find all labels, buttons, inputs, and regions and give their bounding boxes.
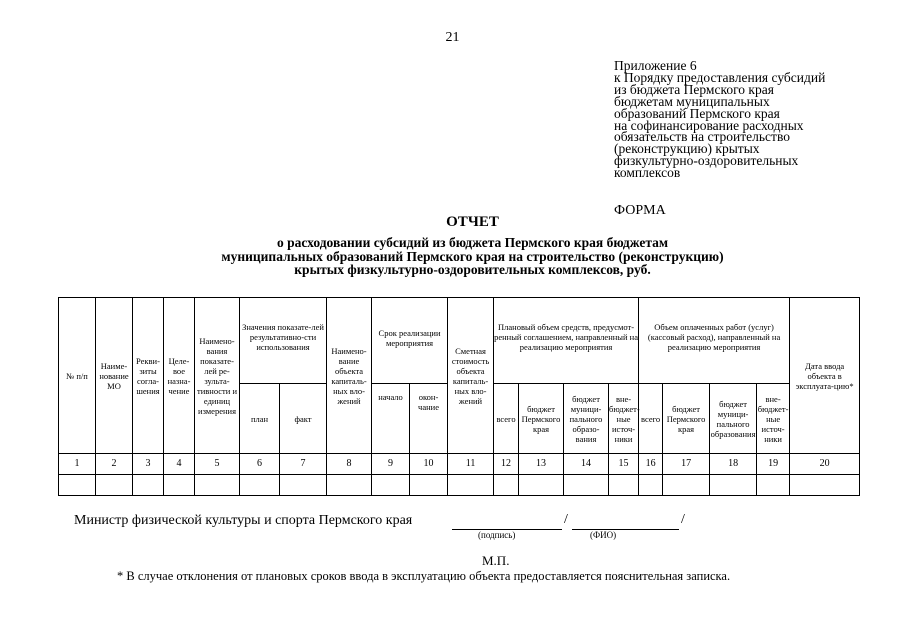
empty-cell — [280, 475, 327, 496]
empty-cell — [372, 475, 410, 496]
empty-cell — [564, 475, 609, 496]
header-planned-offbudget: вне-бюджет-ные источ-ники — [609, 384, 639, 454]
header-paid-offbudget: вне-бюджет-ные источ-ники — [757, 384, 790, 454]
empty-cell — [663, 475, 710, 496]
header-end: окон-чание — [410, 384, 448, 454]
column-number: 10 — [410, 454, 448, 475]
signature-caption: (подпись) — [478, 530, 516, 540]
header-paid-mun-budget: бюджет муници-пального образования — [710, 384, 757, 454]
appendix-line: на софинансирование расходных — [614, 117, 804, 133]
empty-cell — [710, 475, 757, 496]
header-indicators-names: Наимено-вания показате-лей ре-зульта-тивности и единиц измерения — [195, 298, 240, 454]
header-agreement: Рекви-зиты согла-шения — [133, 298, 164, 454]
appendix-line: к Порядку предоставления субсидий — [614, 69, 826, 85]
empty-cell — [790, 475, 860, 496]
appendix-line: (реконструкцию) крытых — [614, 141, 760, 157]
header-paid-total: всего — [639, 384, 663, 454]
header-planned-mun-budget: бюджет муници-пального образо-вания — [564, 384, 609, 454]
header-paid-perm-budget: бюджет Пермского края — [663, 384, 710, 454]
header-paid-amount: Объем оплаченных работ (услуг) (кассовый расход), направленный на реализацию мероприятия — [639, 298, 790, 384]
column-number: 18 — [710, 454, 757, 475]
column-number: 4 — [164, 454, 195, 475]
header-indicator-values: Значения показате-лей результативно-сти использования — [240, 298, 327, 384]
header-object-name: Наимено-вание объекта капиталь-ных вло-жений — [327, 298, 372, 454]
column-number: 16 — [639, 454, 663, 475]
header-estimated-cost: Сметная стоимость объекта капиталь-ных вло-жений — [448, 298, 494, 454]
column-numbers-row — [59, 454, 860, 475]
column-number: 11 — [448, 454, 494, 475]
header-planned-perm-budget: бюджет Пермского края — [519, 384, 564, 454]
subtitle-line: крытых физкультурно-оздоровительных комплексов, руб. — [294, 262, 651, 277]
column-number: 5 — [195, 454, 240, 475]
page-number: 21 — [445, 30, 460, 45]
header-period: Срок реализации мероприятия — [372, 298, 448, 384]
appendix-line: физкультурно-оздоровительных — [614, 153, 799, 169]
header-municipality: Наиме-нование МО — [96, 298, 133, 454]
subtitle-line: о расходовании субсидий из бюджета Пермского края бюджетам — [276, 235, 669, 250]
empty-cell — [59, 475, 96, 496]
signature-line[interactable] — [452, 515, 562, 530]
empty-cell — [240, 475, 280, 496]
appendix-line: Приложение 6 — [614, 58, 697, 73]
slash-separator: / — [681, 512, 685, 527]
column-number: 1 — [59, 454, 96, 475]
header-purpose: Целе-вое назна-чение — [164, 298, 195, 454]
subtitle-line: муниципальных образований Пермского края на строительство (реконструкцию) — [221, 248, 724, 264]
form-label: ФОРМА — [614, 203, 666, 218]
column-number: 19 — [757, 454, 790, 475]
header-start: начало — [372, 384, 410, 454]
empty-cell — [639, 475, 663, 496]
slash-separator: / — [564, 512, 568, 527]
minister-title: Министр физической культуры и спорта Пермского края — [74, 513, 413, 528]
empty-cell — [494, 475, 519, 496]
column-number: 12 — [494, 454, 519, 475]
column-number: 7 — [280, 454, 327, 475]
report-title: ОТЧЕТ — [446, 214, 499, 230]
appendix-line: образований Пермского края — [614, 105, 780, 121]
fio-line[interactable] — [572, 515, 679, 530]
empty-cell — [519, 475, 564, 496]
empty-cell — [757, 475, 790, 496]
column-number: 17 — [663, 454, 710, 475]
empty-cell — [164, 475, 195, 496]
header-commission-date: Дата ввода объекта в эксплуата-цию* — [790, 298, 860, 454]
appendix-line: комплексов — [614, 165, 681, 181]
appendix-line: бюджетам муниципальных — [614, 93, 770, 109]
header-plan: план — [240, 384, 280, 454]
report-subtitle — [130, 236, 815, 277]
empty-cell — [327, 475, 372, 496]
column-number: 6 — [240, 454, 280, 475]
footnote: * В случае отклонения от плановых сроков ввода в эксплуатацию объекта предоставляется пояснительная записка. — [117, 569, 731, 583]
appendix-reference — [614, 60, 904, 179]
column-number: 20 — [790, 454, 860, 475]
column-number: 2 — [96, 454, 133, 475]
appendix-line: обязательств на строительство — [614, 129, 790, 145]
column-number: 14 — [564, 454, 609, 475]
empty-cell — [96, 475, 133, 496]
empty-cell — [133, 475, 164, 496]
seal-mark: М.П. — [482, 553, 510, 568]
header-number: № п/п — [59, 298, 96, 454]
column-number: 13 — [519, 454, 564, 475]
header-fact: факт — [280, 384, 327, 454]
empty-cell — [195, 475, 240, 496]
column-number: 15 — [609, 454, 639, 475]
empty-cell — [448, 475, 494, 496]
empty-cell — [609, 475, 639, 496]
empty-data-row — [59, 475, 860, 496]
column-number: 8 — [327, 454, 372, 475]
column-number: 9 — [372, 454, 410, 475]
empty-cell — [410, 475, 448, 496]
header-planned-total: всего — [494, 384, 519, 454]
report-table — [58, 297, 860, 496]
header-planned-amount: Плановый объем средств, предусмот-ренный соглашением, направленный на реализацию мероприятия — [494, 298, 639, 384]
column-number: 3 — [133, 454, 164, 475]
fio-caption: (ФИО) — [590, 530, 617, 540]
appendix-line: из бюджета Пермского края — [614, 81, 774, 97]
